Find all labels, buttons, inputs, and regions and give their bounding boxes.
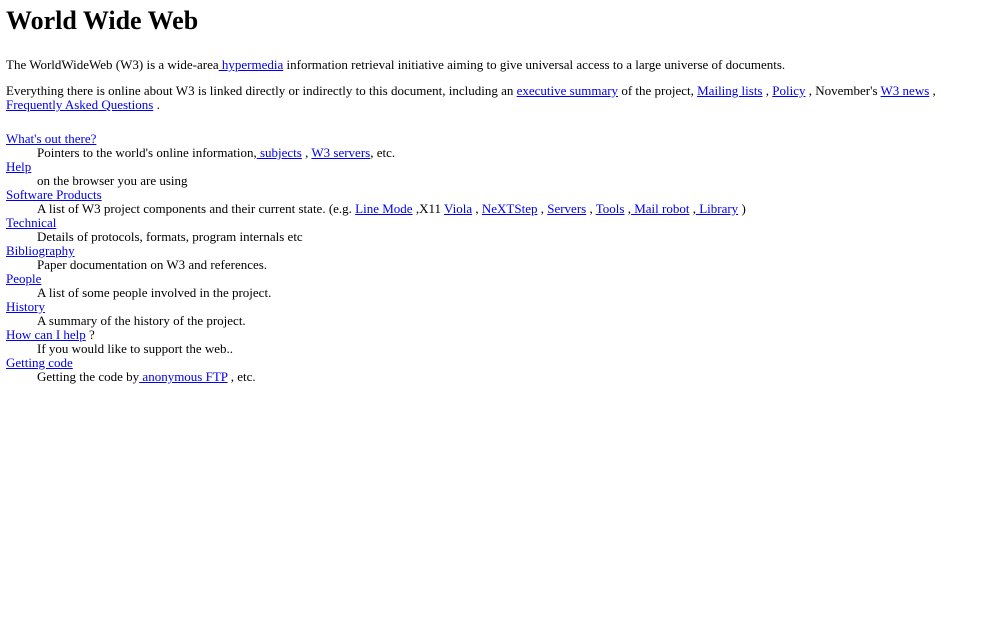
link-library[interactable]: Library: [695, 201, 739, 216]
topic-term-history: [6, 300, 993, 314]
link-servers[interactable]: Servers: [547, 201, 587, 216]
topic-desc-bibliography: Paper documentation on W3 and references.: [37, 257, 268, 272]
desc-text: ,: [301, 145, 312, 160]
link-people[interactable]: People: [6, 271, 42, 286]
link-bibliography[interactable]: Bibliography: [6, 243, 75, 258]
link-nextstep[interactable]: NeXTStep: [481, 201, 538, 216]
desc-text: ,: [624, 201, 631, 216]
link-mailing-lists[interactable]: Mailing lists: [697, 83, 763, 98]
intro-text-post: information retrieval initiative aiming to give universal access to a large universe of documents.: [283, 57, 786, 72]
intro2-text-post: .: [153, 97, 160, 112]
topic-desc-technical: Details of protocols, formats, program internals etc: [37, 229, 303, 244]
topic-term-help: [6, 160, 993, 174]
intro2-text-mid3: , November's: [805, 83, 881, 98]
topic-desc-history: A summary of the history of the project.: [37, 313, 246, 328]
desc-text: Getting the code by: [37, 369, 140, 384]
link-software-products[interactable]: Software Products: [6, 187, 102, 202]
desc-text: ,X11: [412, 201, 444, 216]
intro-text-pre: The WorldWideWeb (W3) is a wide-area: [6, 57, 219, 72]
intro-paragraph: [6, 58, 993, 72]
intro2-text-mid1: of the project,: [618, 83, 698, 98]
link-tools[interactable]: Tools: [595, 201, 625, 216]
desc-text: , etc.: [227, 369, 256, 384]
topic-term-bibliography: [6, 244, 993, 258]
link-technical[interactable]: Technical: [6, 215, 57, 230]
intro2-text-pre: Everything there is online about W3 is linked directly or indirectly to this document, including an: [6, 83, 517, 98]
link-subjects[interactable]: subjects: [256, 145, 302, 160]
link-hypermedia[interactable]: hypermedia: [218, 57, 284, 72]
desc-text: ,: [586, 201, 596, 216]
intro2-paragraph: [6, 84, 993, 112]
link-getting-code[interactable]: Getting code: [6, 355, 73, 370]
topic-term-software-products: [6, 188, 993, 202]
desc-text: ,: [689, 201, 696, 216]
topic-desc-people: A list of some people involved in the project.: [37, 285, 272, 300]
desc-text: A list of W3 project components and their current state. (e.g.: [37, 201, 356, 216]
link-history[interactable]: History: [6, 299, 45, 314]
topic-term-whats-out-there: [6, 132, 993, 146]
link-policy[interactable]: Policy: [772, 83, 806, 98]
topic-term-technical: [6, 216, 993, 230]
link-viola[interactable]: Viola: [444, 201, 473, 216]
desc-text: ,: [537, 201, 548, 216]
desc-text: ): [738, 201, 746, 216]
topics-list: [6, 132, 993, 384]
topic-desc-software-products: [37, 202, 993, 216]
topic-term-how-can-i-help: [6, 328, 993, 342]
link-whats-out-there[interactable]: What's out there?: [6, 131, 97, 146]
desc-text: ,: [472, 201, 482, 216]
link-executive-summary[interactable]: executive summary: [516, 83, 619, 98]
link-anonymous-ftp[interactable]: anonymous FTP: [139, 369, 228, 384]
link-help[interactable]: Help: [6, 159, 32, 174]
topic-desc-whats-out-there: [37, 146, 993, 160]
desc-text: , etc.: [370, 145, 396, 160]
link-faq[interactable]: Frequently Asked Questions: [6, 97, 154, 112]
topic-term-getting-code: [6, 356, 993, 370]
link-line-mode[interactable]: Line Mode: [355, 201, 413, 216]
desc-text: Pointers to the world's online information,: [37, 145, 257, 160]
topic-desc-getting-code: [37, 370, 993, 384]
link-w3-servers[interactable]: W3 servers: [311, 145, 371, 160]
topic-desc-help: on the browser you are using: [37, 173, 188, 188]
link-mail-robot[interactable]: Mail robot: [630, 201, 690, 216]
topic-desc-how-can-i-help: If you would like to support the web..: [37, 341, 234, 356]
link-how-can-i-help[interactable]: How can I help: [6, 327, 86, 342]
page-title: World Wide Web: [6, 6, 199, 35]
intro2-text-mid2: ,: [762, 83, 773, 98]
intro2-text-mid4: ,: [929, 83, 936, 98]
link-w3-news[interactable]: W3 news: [880, 83, 930, 98]
topic-term-people: [6, 272, 993, 286]
term-suffix: ?: [85, 327, 95, 342]
